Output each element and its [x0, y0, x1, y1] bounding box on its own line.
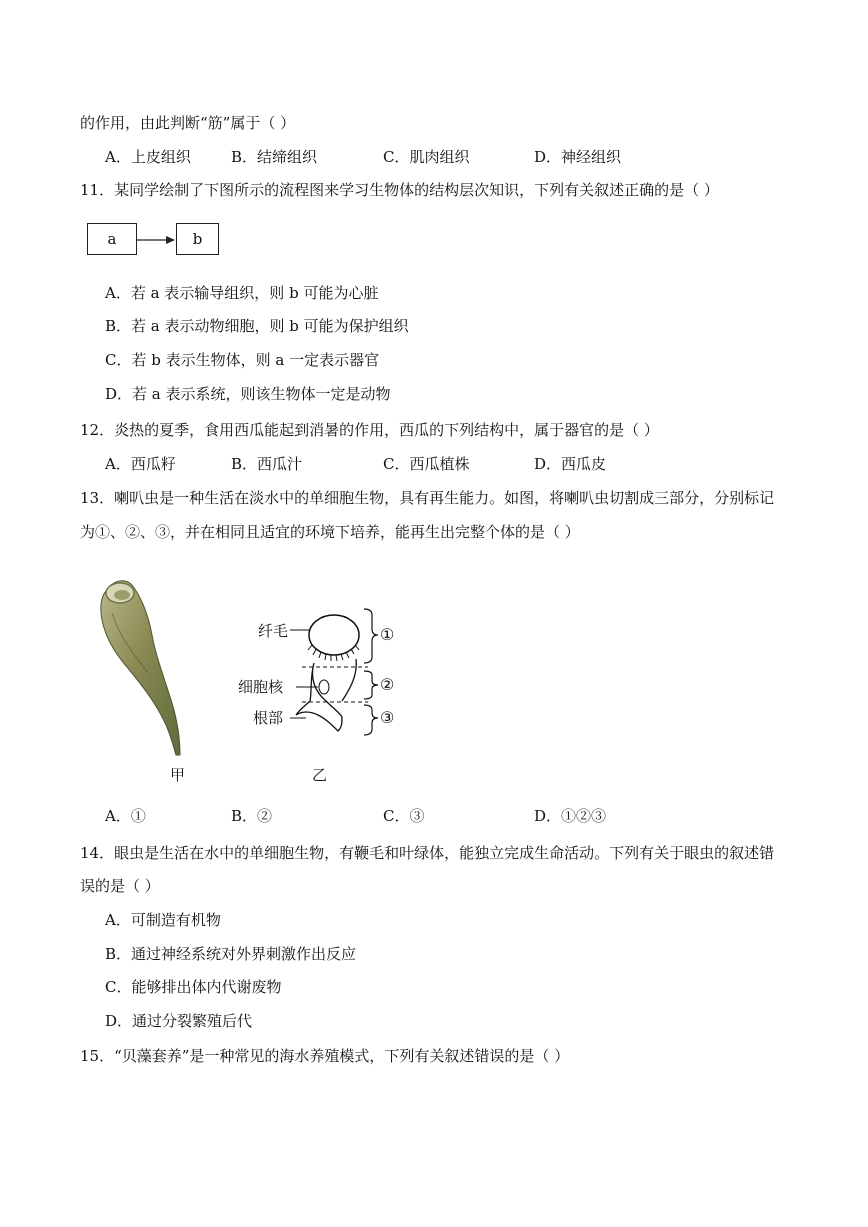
q11-option-a: A．若 a 表示输导组织，则 b 可能为心脏 — [105, 284, 379, 302]
q11-option-b: B．若 a 表示动物细胞，则 b 可能为保护组织 — [105, 317, 409, 335]
label-cilia: 纤毛 — [258, 622, 289, 640]
q14-option-d: D．通过分裂繁殖后代 — [105, 1012, 253, 1030]
q11-stem: 11．某同学绘制了下图所示的流程图来学习生物体的结构层次知识，下列有关叙述正确的是（ ） — [80, 181, 719, 199]
q14-option-b: B．通过神经系统对外界刺激作出反应 — [105, 945, 357, 963]
q10-option-d: D．神经组织 — [534, 148, 622, 166]
mark-3: ③ — [380, 708, 395, 727]
flow-arrow — [135, 230, 177, 250]
q14-stem-line1: 14．眼虫是生活在水中的单细胞生物，有鞭毛和叶绿体，能独立完成生命活动。下列有关于眼虫的叙述错 — [80, 844, 775, 862]
q10-option-a: A．上皮组织 — [105, 148, 191, 166]
q13-option-c: C．③ — [383, 807, 425, 825]
q13-option-b: B．② — [231, 807, 273, 825]
q10-option-c: C．肌肉组织 — [383, 148, 470, 166]
label-root: 根部 — [253, 709, 284, 727]
q12-stem: 12．炎热的夏季，食用西瓜能起到消暑的作用，西瓜的下列结构中，属于器官的是（ ） — [80, 421, 659, 439]
q10-option-b: B．结缔组织 — [231, 148, 318, 166]
q12-option-b: B．西瓜汁 — [231, 455, 303, 473]
figure-caption-yi: 乙 — [312, 766, 328, 784]
figure-caption-jia: 甲 — [170, 766, 186, 784]
q13-option-d: D．①②③ — [534, 807, 607, 825]
q12-option-d: D．西瓜皮 — [534, 455, 607, 473]
q14-option-c: C．能够排出体内代谢废物 — [105, 978, 282, 996]
q11-option-d: D．若 a 表示系统，则该生物体一定是动物 — [105, 385, 391, 403]
label-nucleus: 细胞核 — [238, 678, 284, 696]
q12-option-c: C．西瓜植株 — [383, 455, 470, 473]
q13-stem-line1: 13．喇叭虫是一种生活在淡水中的单细胞生物，具有再生能力。如图，将喇叭虫切割成三部分，分别标记 — [80, 489, 775, 507]
q14-option-a: A．可制造有机物 — [105, 911, 221, 929]
q13-option-a: A．① — [105, 807, 146, 825]
q15-stem: 15．“贝藻套养”是一种常见的海水养殖模式，下列有关叙述错误的是（ ） — [80, 1047, 570, 1065]
q14-stem-line2: 误的是（ ） — [80, 877, 160, 895]
flow-box-a: a — [87, 223, 137, 255]
q12-option-a: A．西瓜籽 — [105, 455, 176, 473]
q11-option-c: C．若 b 表示生物体，则 a 一定表示器官 — [105, 351, 380, 369]
q13-stem-line2: 为①、②、③，并在相同且适宜的环境下培养，能再生出完整个体的是（ ） — [80, 523, 580, 541]
q10-stem-tail: 的作用，由此判断“筋”属于（ ） — [80, 114, 296, 132]
mark-1: ① — [380, 625, 395, 644]
stentor-photo — [92, 573, 192, 758]
mark-2: ② — [380, 675, 395, 694]
flow-box-b: b — [176, 223, 219, 255]
